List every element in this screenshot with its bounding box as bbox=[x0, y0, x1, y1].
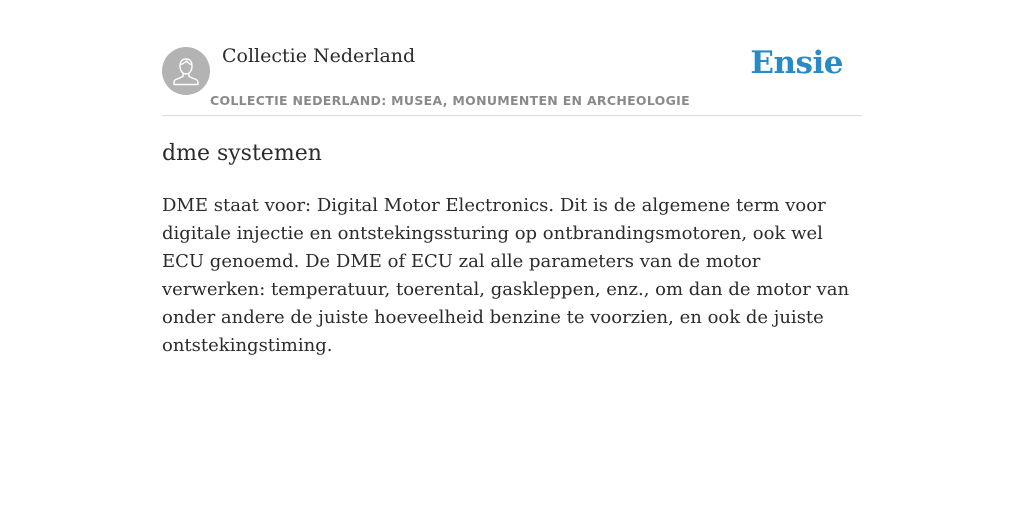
collection-label[interactable]: COLLECTIE NEDERLAND: MUSEA, MONUMENTEN EN ARCHEOLOGIE bbox=[210, 93, 690, 108]
brand-logo[interactable]: Ensie bbox=[750, 45, 843, 81]
entry-header bbox=[162, 0, 862, 116]
author-avatar[interactable] bbox=[162, 47, 210, 95]
entry-body: DME staat voor: Digital Motor Electronics. Dit is de algemene term voor digitale injectie en ontstekingssturing op ontbrandingsmotoren, ook wel ECU genoemd. De DME of ECU zal alle parameters van de motor verwerken: temperatuur, toerental, gaskleppen, enz., om dan de motor van onder andere de juiste hoeveelheid benzine te voorzien, en ook de juiste ontstekingstiming. bbox=[162, 195, 850, 356]
author-name[interactable]: Collectie Nederland bbox=[222, 45, 416, 67]
entry-card bbox=[162, 0, 862, 356]
entry-title: dme systemen bbox=[162, 141, 322, 166]
user-silhouette-icon bbox=[162, 47, 210, 95]
